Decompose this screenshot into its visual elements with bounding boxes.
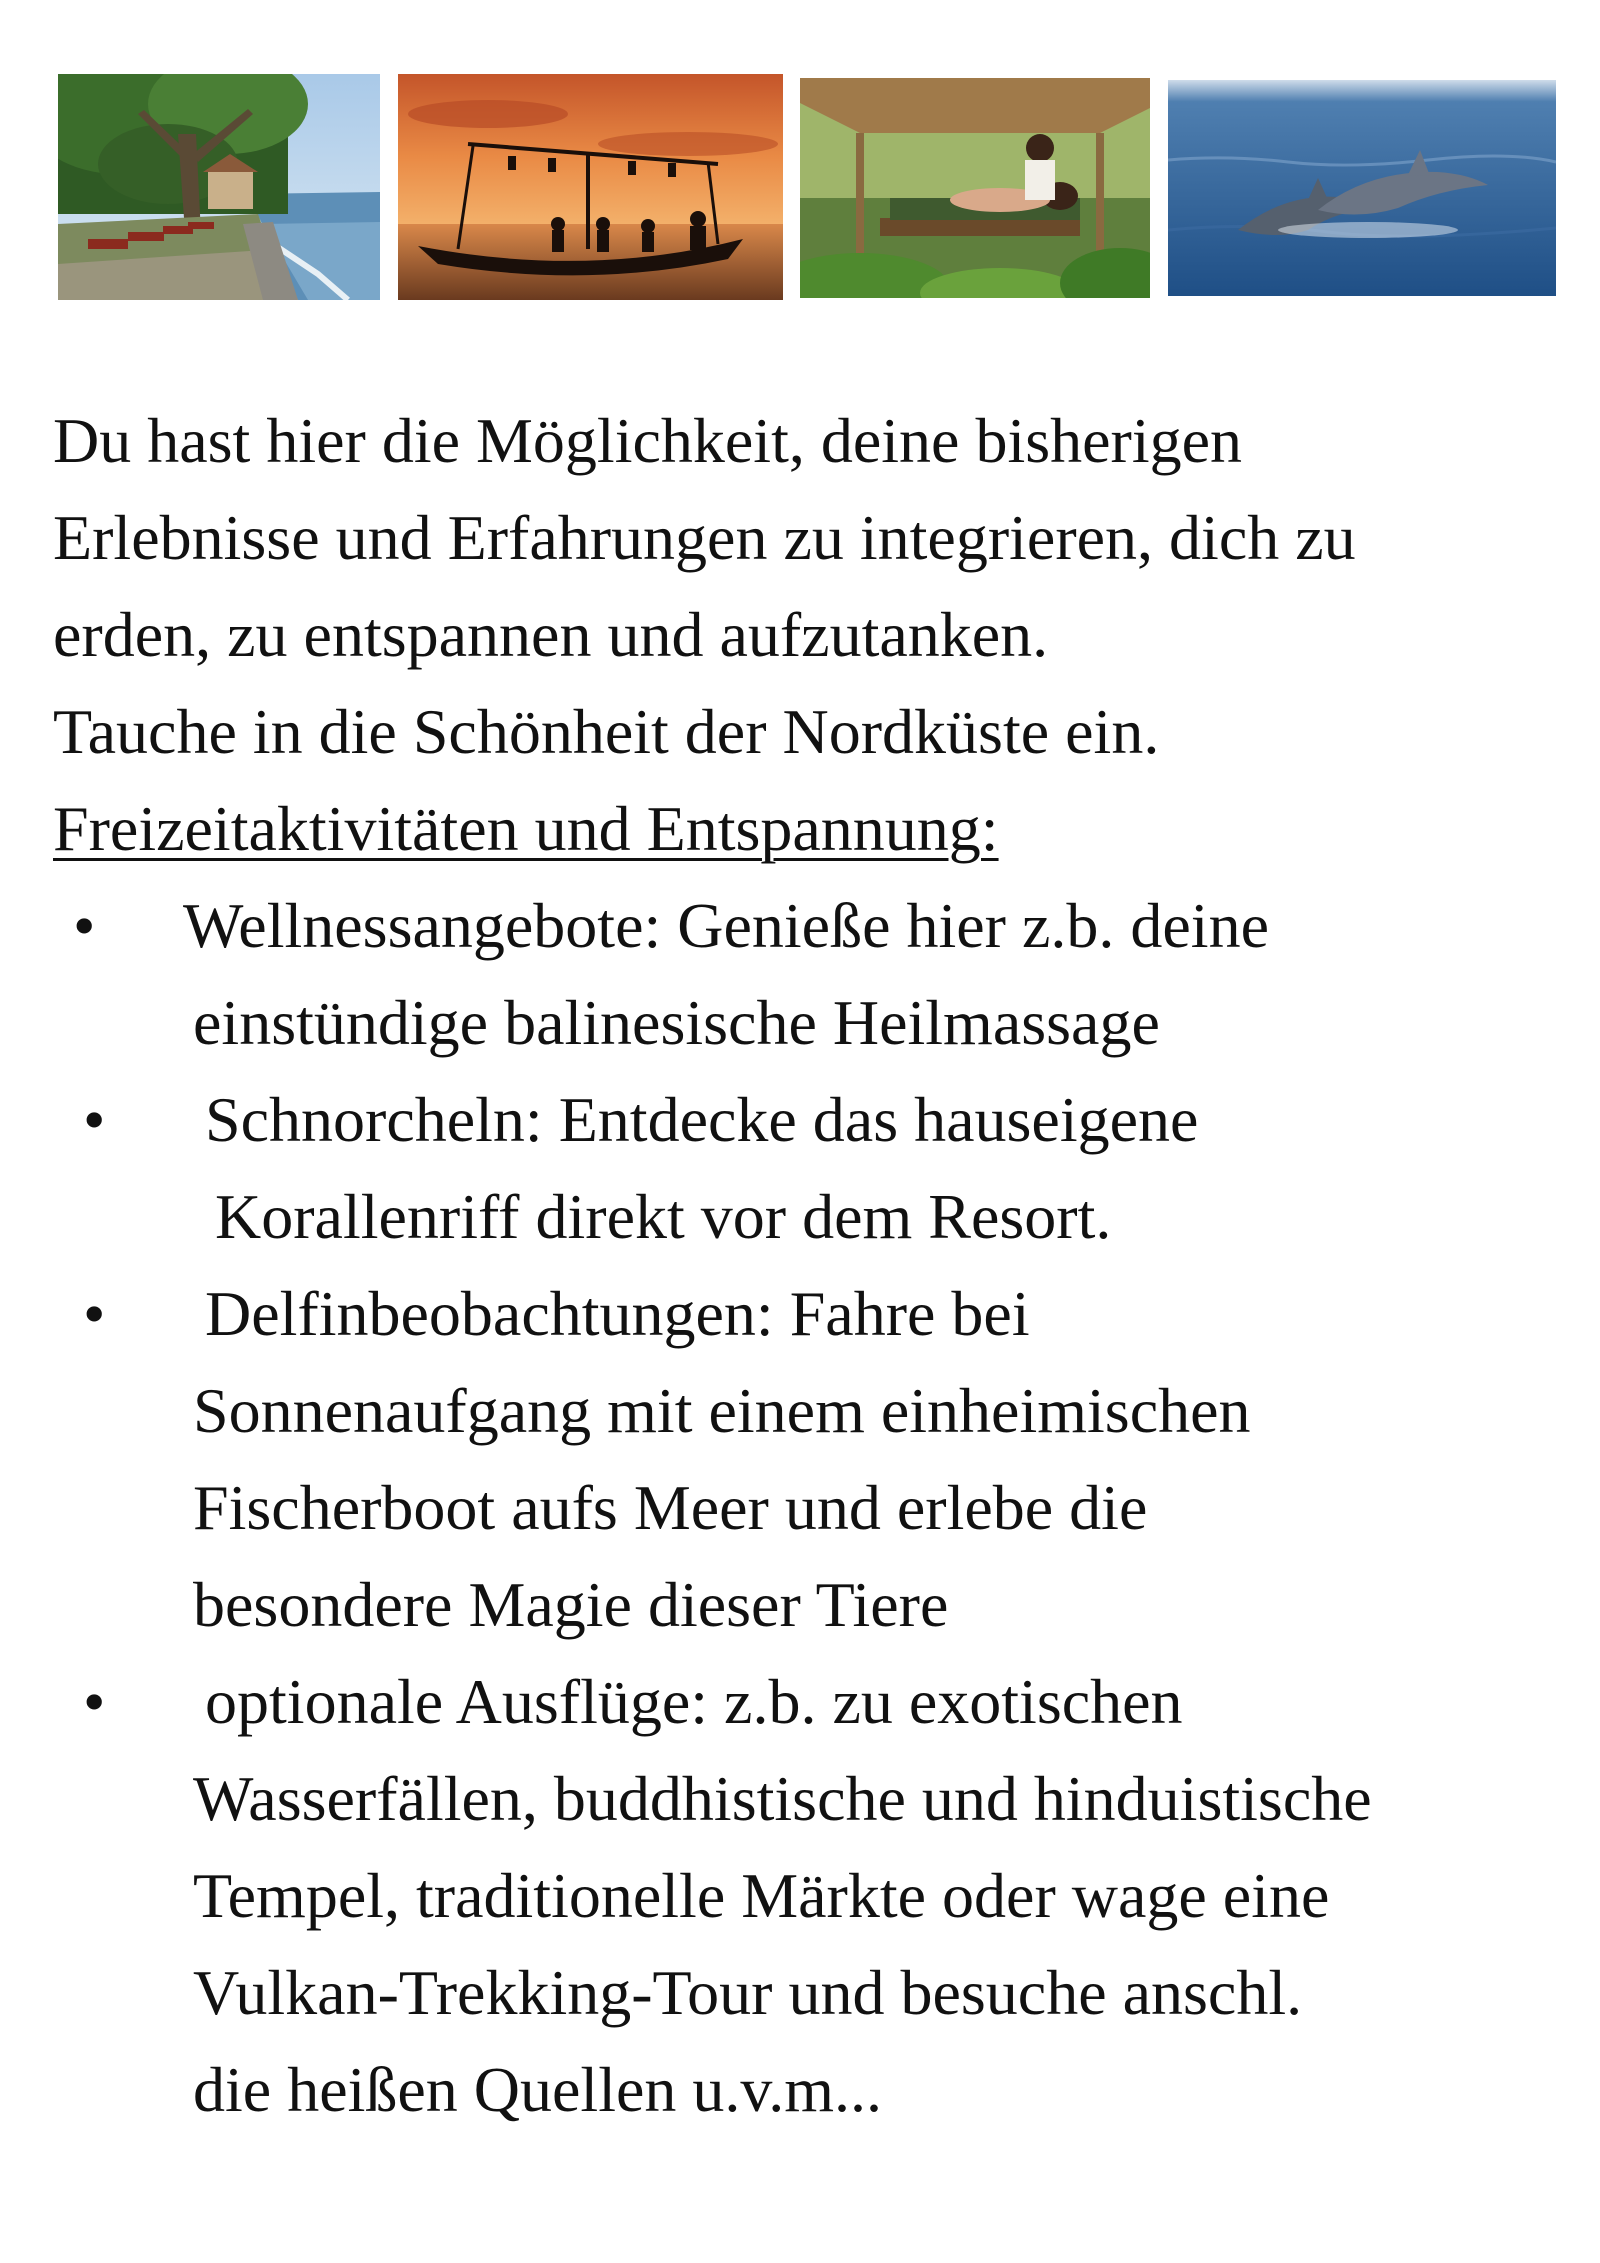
- bullet-icon: •: [83, 1084, 106, 1155]
- activity-line: Wasserfällen, buddhistische und hinduistische: [193, 1763, 1372, 1834]
- intro-line-1: Du hast hier die Möglichkeit, deine bisherigen: [53, 405, 1243, 476]
- activity-line: Sonnenaufgang mit einem einheimischen: [193, 1375, 1251, 1446]
- activity-line: Wellnessangebote: Genieße hier z.b. deine: [183, 890, 1269, 961]
- activity-line: Korallenriff direkt vor dem Resort.: [215, 1181, 1112, 1252]
- intro-line-2: Erlebnisse und Erfahrungen zu integrieren, dich zu: [53, 502, 1356, 573]
- activity-line: einstündige balinesische Heilmassage: [193, 987, 1160, 1058]
- activity-line: Delfinbeobachtungen: Fahre bei: [205, 1278, 1030, 1349]
- section-heading: Freizeitaktivitäten und Entspannung:: [53, 793, 999, 864]
- massage-photo: [800, 78, 1150, 298]
- bullet-icon: •: [83, 1278, 106, 1349]
- activity-line: Tempel, traditionelle Märkte oder wage eine: [193, 1860, 1330, 1931]
- activity-line: Fischerboot aufs Meer und erlebe die: [193, 1472, 1148, 1543]
- activity-item-wellness: [53, 877, 1573, 1071]
- bullet-icon: •: [83, 1666, 106, 1737]
- sunset-boat-photo: [398, 74, 783, 300]
- activity-list: [53, 877, 1573, 2138]
- bullet-icon: •: [73, 890, 96, 961]
- activity-line: optionale Ausflüge: z.b. zu exotischen: [205, 1666, 1183, 1737]
- main-text: [53, 392, 1573, 2138]
- activity-line: Vulkan-Trekking-Tour und besuche anschl.: [193, 1957, 1303, 2028]
- intro-line-3: erden, zu entspannen und aufzutanken.: [53, 599, 1049, 670]
- activity-item-dolphins: [53, 1265, 1573, 1653]
- beach-photo: [58, 74, 380, 300]
- dolphin-photo: [1168, 80, 1556, 296]
- activity-line: die heißen Quellen u.v.m...: [193, 2054, 882, 2125]
- activity-item-excursions: [53, 1653, 1573, 2138]
- activity-item-snorkeling: [53, 1071, 1573, 1265]
- intro-line-4: Tauche in die Schönheit der Nordküste ein.: [53, 696, 1160, 767]
- activity-line: besondere Magie dieser Tiere: [193, 1569, 949, 1640]
- activity-line: Schnorcheln: Entdecke das hauseigene: [205, 1084, 1199, 1155]
